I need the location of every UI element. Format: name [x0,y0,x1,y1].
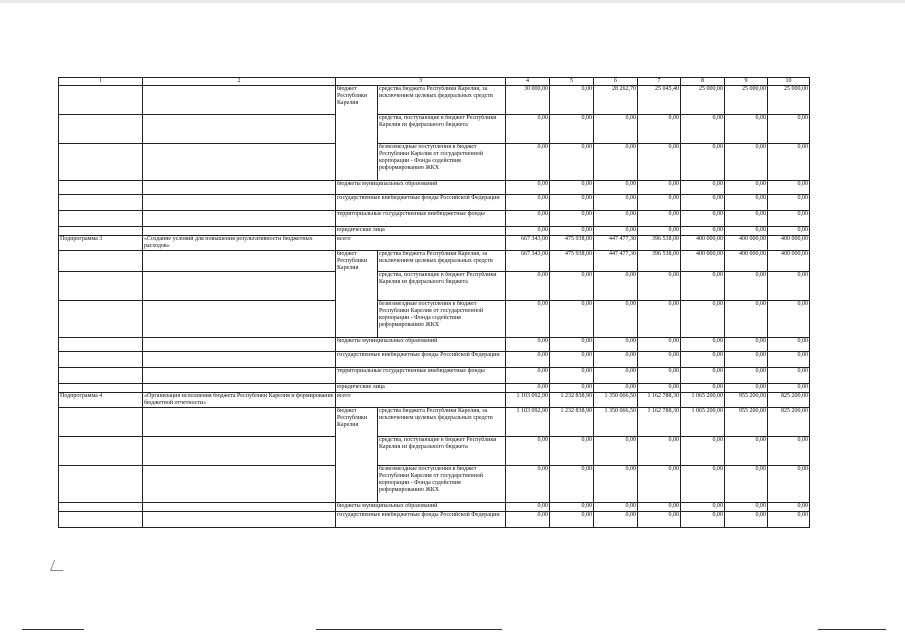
column-number: 4 [506,78,550,86]
value-cell: 0,00 [550,338,594,352]
value-cell: 0,00 [725,466,768,503]
source-label: бюджеты муниципальных образований [336,503,506,512]
value-cell: 0,00 [681,227,725,236]
value-cell: 0,00 [594,352,638,368]
value-cell: 0,00 [768,384,810,393]
value-cell: 0,00 [550,272,594,301]
source-label: средства бюджета Республики Карелия, за исключением целевых федеральных средств [378,251,506,272]
value-cell: 0,00 [681,503,725,512]
value-cell: 0,00 [681,338,725,352]
table-body [59,86,810,528]
value-cell: 0,00 [594,503,638,512]
value-cell: 0,00 [768,115,810,144]
value-cell: 0,00 [725,211,768,227]
value-cell: 0,00 [725,195,768,211]
table-row [59,503,810,512]
value-cell: 0,00 [594,144,638,181]
value-cell: 0,00 [638,301,681,338]
value-cell: 0,00 [768,437,810,466]
empty-cell [143,272,336,301]
empty-cell [59,115,143,144]
budget-group-label: бюджет Республики Карелия [336,86,378,181]
empty-cell [143,384,336,393]
empty-cell [59,211,143,227]
value-cell: 0,00 [725,352,768,368]
value-cell: 0,00 [550,352,594,368]
value-cell: 0,00 [768,181,810,195]
value-cell: 0,00 [681,352,725,368]
empty-cell [143,437,336,466]
value-cell: 0,00 [681,437,725,466]
value-cell: 0,00 [725,272,768,301]
value-cell: 0,00 [638,466,681,503]
value-cell: 0,00 [550,227,594,236]
value-cell: 0,00 [550,181,594,195]
table-row [59,115,810,144]
value-cell: 0,00 [681,195,725,211]
value-cell: 0,00 [506,352,550,368]
value-cell: 475 938,00 [550,251,594,272]
empty-cell [143,352,336,368]
value-cell: 0,00 [506,466,550,503]
subprogram-title: «Организация исполнения бюджета Республики Карелия и формирование бюджетной отчетности» [143,393,336,408]
table-row [59,393,810,408]
column-number: 6 [594,78,638,86]
value-cell: 0,00 [550,466,594,503]
table-row [59,384,810,393]
value-cell: 0,00 [768,195,810,211]
empty-cell [143,115,336,144]
value-cell: 396 538,00 [638,251,681,272]
value-cell: 400 000,00 [725,236,768,251]
value-cell: 0,00 [594,211,638,227]
source-label: государственные внебюджетные фонды Российской Федерации [336,352,506,368]
budget-group-label: бюджет Республики Карелия [336,408,378,503]
source-label: средства бюджета Республики Карелия, за исключением целевых федеральных средств [378,86,506,115]
source-label: безвозмездные поступления в бюджет Республики Карелия от государственной корпорации - Фонда содействия реформированию ЖКХ [378,301,506,338]
source-label: государственные внебюджетные фонды Российской Федерации [336,512,506,528]
value-cell: 955 200,00 [725,393,768,408]
value-cell: 0,00 [725,181,768,195]
budget-group-label: бюджет Республики Карелия [336,251,378,338]
value-cell: 0,00 [594,466,638,503]
value-cell: 0,00 [681,512,725,528]
value-cell: 0,00 [725,437,768,466]
scan-artifact [316,629,502,630]
value-cell: 0,00 [725,503,768,512]
value-cell: 0,00 [594,272,638,301]
value-cell: 0,00 [506,227,550,236]
value-cell: 0,00 [550,384,594,393]
value-cell: 475 938,00 [550,236,594,251]
value-cell: 0,00 [768,227,810,236]
value-cell: 0,00 [550,512,594,528]
value-cell: 0,00 [768,466,810,503]
value-cell: 0,00 [594,512,638,528]
empty-cell [59,338,143,352]
value-cell: 0,00 [638,512,681,528]
value-cell: 30 000,00 [506,86,550,115]
value-cell: 1 065 200,00 [681,393,725,408]
empty-cell [143,251,336,272]
value-cell: 0,00 [638,338,681,352]
value-cell: 396 538,00 [638,236,681,251]
empty-cell [59,408,143,437]
column-number: 3 [336,78,506,86]
value-cell: 825 200,00 [768,408,810,437]
funding-table [58,77,810,528]
value-cell: 955 200,00 [725,408,768,437]
value-cell: 0,00 [638,272,681,301]
scan-edge [0,0,905,3]
empty-cell [143,408,336,437]
value-cell: 1 103 092,90 [506,393,550,408]
table-row [59,512,810,528]
empty-cell [59,181,143,195]
column-number-row [59,78,810,86]
value-cell: 0,00 [594,227,638,236]
value-cell: 0,00 [638,384,681,393]
scan-artifact [818,629,886,630]
value-cell: 0,00 [681,181,725,195]
value-cell: 0,00 [594,437,638,466]
value-cell: 0,00 [681,144,725,181]
value-cell: 0,00 [550,437,594,466]
empty-cell [59,368,143,384]
empty-cell [59,227,143,236]
source-label: средства, поступающие в бюджет Республики Карелия из федерального бюджета [378,272,506,301]
value-cell: 0,00 [550,144,594,181]
value-cell: 0,00 [594,115,638,144]
value-cell: 0,00 [638,352,681,368]
table-row [59,408,810,437]
value-cell: 1 232 838,90 [550,408,594,437]
source-label: государственные внебюджетные фонды Российской Федерации [336,195,506,211]
empty-cell [59,512,143,528]
value-cell: 0,00 [638,437,681,466]
value-cell: 0,00 [681,466,725,503]
subprogram-label [59,86,143,115]
empty-cell [143,466,336,503]
source-label: средства, поступающие в бюджет Республики Карелия из федерального бюджета [378,115,506,144]
value-cell: 0,00 [506,368,550,384]
value-cell: 0,00 [681,272,725,301]
value-cell: 0,00 [550,368,594,384]
column-number: 10 [768,78,810,86]
column-number: 9 [725,78,768,86]
value-cell: 447 477,30 [594,251,638,272]
value-cell: 0,00 [768,503,810,512]
value-cell: 0,00 [725,338,768,352]
value-cell: 0,00 [725,301,768,338]
value-cell: 0,00 [550,503,594,512]
table-row [59,144,810,181]
scan-artifact [50,560,67,571]
value-cell: 1 103 092,90 [506,408,550,437]
scan-artifact [22,629,84,630]
value-cell: 0,00 [594,301,638,338]
value-cell: 0,00 [638,368,681,384]
column-number: 2 [143,78,336,86]
table-row [59,236,810,251]
empty-cell [143,227,336,236]
table-row [59,437,810,466]
value-cell: 0,00 [594,195,638,211]
empty-cell [59,301,143,338]
column-number: 8 [681,78,725,86]
value-cell: 1 065 200,00 [681,408,725,437]
value-cell: 0,00 [768,352,810,368]
value-cell: 0,00 [506,211,550,227]
subprogram-title: «Создание условий для повышения результативности бюджетных расходов» [143,236,336,251]
value-cell: 0,00 [506,195,550,211]
value-cell: 1 350 066,50 [594,393,638,408]
table-row [59,466,810,503]
empty-cell [59,352,143,368]
source-label: безвозмездные поступления в бюджет Республики Карелия от государственной корпорации - Фонда содействия реформированию ЖКХ [378,144,506,181]
empty-cell [59,437,143,466]
value-cell: 400 000,00 [768,236,810,251]
table-row [59,368,810,384]
empty-cell [59,144,143,181]
value-cell: 0,00 [768,301,810,338]
empty-cell [143,338,336,352]
value-cell: 0,00 [681,115,725,144]
empty-cell [143,368,336,384]
source-label: всего [336,236,506,251]
value-cell: 400 000,00 [681,236,725,251]
table-row [59,211,810,227]
value-cell: 0,00 [506,384,550,393]
value-cell: 0,00 [550,301,594,338]
empty-cell [59,466,143,503]
value-cell: 0,00 [594,338,638,352]
value-cell: 400 000,00 [768,251,810,272]
value-cell: 1 162 788,30 [638,408,681,437]
value-cell: 0,00 [681,384,725,393]
empty-cell [59,272,143,301]
empty-cell [143,301,336,338]
empty-cell [59,251,143,272]
subprogram-title [143,86,336,115]
value-cell: 0,00 [506,301,550,338]
value-cell: 0,00 [638,144,681,181]
source-label: территориальные государственные внебюджетные фонды [336,211,506,227]
value-cell: 0,00 [681,368,725,384]
value-cell: 28 262,70 [594,86,638,115]
value-cell: 0,00 [725,368,768,384]
column-number: 5 [550,78,594,86]
value-cell: 0,00 [594,384,638,393]
value-cell: 0,00 [506,503,550,512]
value-cell: 1 162 788,30 [638,393,681,408]
value-cell: 25 000,00 [768,86,810,115]
empty-cell [143,211,336,227]
value-cell: 0,00 [725,115,768,144]
value-cell: 0,00 [638,181,681,195]
value-cell: 25 000,00 [681,86,725,115]
empty-cell [59,503,143,512]
value-cell: 0,00 [768,512,810,528]
table-row [59,352,810,368]
value-cell: 0,00 [550,195,594,211]
value-cell: 25 000,00 [725,86,768,115]
value-cell: 0,00 [768,211,810,227]
value-cell: 667 343,00 [506,236,550,251]
value-cell: 0,00 [725,512,768,528]
value-cell: 0,00 [638,227,681,236]
value-cell: 400 000,00 [725,251,768,272]
source-label: средства бюджета Республики Карелия, за исключением целевых федеральных средств [378,408,506,437]
value-cell: 0,00 [725,227,768,236]
value-cell: 0,00 [638,195,681,211]
value-cell: 0,00 [506,115,550,144]
source-label: бюджеты муниципальных образований [336,181,506,195]
source-label: территориальные государственные внебюджетные фонды [336,368,506,384]
value-cell: 667 343,00 [506,251,550,272]
value-cell: 0,00 [506,181,550,195]
source-label: безвозмездные поступления в бюджет Республики Карелия от государственной корпорации - Фонда содействия реформированию ЖКХ [378,466,506,503]
column-number: 7 [638,78,681,86]
table-row [59,86,810,115]
value-cell: 0,00 [681,211,725,227]
table-row [59,251,810,272]
source-label: юридические лица [336,227,506,236]
value-cell: 0,00 [768,272,810,301]
value-cell: 0,00 [725,384,768,393]
value-cell: 0,00 [550,211,594,227]
value-cell: 400 000,00 [681,251,725,272]
value-cell: 25 045,40 [638,86,681,115]
empty-cell [143,503,336,512]
value-cell: 0,00 [638,503,681,512]
source-label: всего [336,393,506,408]
subprogram-label: Подпрограмма 3 [59,236,143,251]
empty-cell [59,384,143,393]
value-cell: 0,00 [638,115,681,144]
empty-cell [143,195,336,211]
empty-cell [143,512,336,528]
table-row [59,181,810,195]
value-cell: 0,00 [506,272,550,301]
empty-cell [59,195,143,211]
value-cell: 0,00 [681,301,725,338]
value-cell: 0,00 [725,144,768,181]
subprogram-label: Подпрограмма 4 [59,393,143,408]
table-row [59,227,810,236]
value-cell: 1 350 066,50 [594,408,638,437]
value-cell: 0,00 [768,338,810,352]
value-cell: 0,00 [506,144,550,181]
value-cell: 0,00 [638,211,681,227]
value-cell: 825 200,00 [768,393,810,408]
value-cell: 0,00 [506,338,550,352]
source-label: бюджеты муниципальных образований [336,338,506,352]
value-cell: 0,00 [506,512,550,528]
value-cell: 0,00 [594,368,638,384]
value-cell: 0,00 [768,368,810,384]
value-cell: 447 477,30 [594,236,638,251]
value-cell: 0,00 [594,181,638,195]
value-cell: 0,00 [550,115,594,144]
table-row [59,195,810,211]
table-row [59,272,810,301]
value-cell: 0,00 [768,144,810,181]
source-label: юридические лица [336,384,506,393]
value-cell: 0,00 [506,437,550,466]
value-cell: 0,00 [550,86,594,115]
table-row [59,301,810,338]
column-number: 1 [59,78,143,86]
table-row [59,338,810,352]
source-label: средства, поступающие в бюджет Республики Карелия из федерального бюджета [378,437,506,466]
empty-cell [143,144,336,181]
empty-cell [143,181,336,195]
value-cell: 1 232 838,90 [550,393,594,408]
